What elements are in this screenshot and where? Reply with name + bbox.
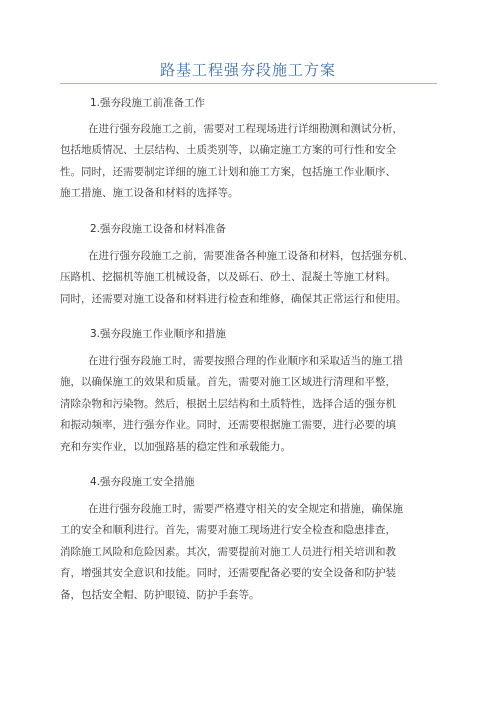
document-title: 路基工程强夯段施工方案: [159, 61, 336, 79]
section-4-line: 工的安全和顺利进行。首先，需要对施工现场进行安全检查和隐患排查，: [60, 524, 396, 536]
section-2-heading: 2.强夯段施工设备和材料准备: [90, 223, 227, 235]
section-4-heading: 4.强夯段施工安全措施: [90, 476, 195, 488]
section-3-line: 在进行强夯段施工时，需要按照合理的作业顺序和采取适当的施工措: [88, 355, 403, 367]
section-3-heading: 3.强夯段施工作业顺序和措施: [90, 328, 227, 340]
section-1-line: 包括地质情况、土层结构、土质类别等，以确定施工方案的可行性和安全: [60, 144, 396, 156]
section-3-line: 施，以确保施工的效果和质量。首先，需要对施工区域进行清理和平整，: [60, 376, 396, 388]
section-4-line: 备，包括安全帽、防护眼镜、防护手套等。: [60, 589, 260, 601]
section-4-line: 育，增强其安全意识和技能。同时，还需要配备必要的安全设备和防护装: [60, 567, 396, 579]
section-2-line: 同时，还需要对施工设备和材料进行检查和维修，确保其正常运行和使用。: [60, 293, 407, 305]
section-4-line: 在进行强夯段施工时，需要严格遵守相关的安全规定和措施，确保施: [88, 503, 403, 515]
section-3-line: 充和夯实作业，以加强路基的稳定性和承载能力。: [60, 441, 291, 453]
section-1-line: 性。同时，还需要制定详细的施工计划和施工方案，包括施工作业顺序、: [60, 166, 396, 178]
section-2-line: 在进行强夯段施工之前，需要准备各种施工设备和材料，包括强夯机、: [88, 250, 414, 262]
section-1-heading: 1.强夯段施工前准备工作: [90, 97, 206, 109]
section-1-line: 施工措施、施工设备和材料的选择等。: [60, 187, 239, 199]
section-2-line: 压路机、挖掘机等施工机械设备，以及砾石、砂土、混凝土等施工材料。: [60, 271, 396, 283]
section-3-line: 和振动频率，进行强夯作业。同时，还需要根据施工需要，进行必要的填: [60, 419, 396, 431]
section-4-line: 消除施工风险和危险因素。其次，需要提前对施工人员进行相关培训和教: [60, 546, 396, 558]
section-3-line: 清除杂物和污染物。然后，根据土层结构和土质特性，选择合适的强夯机: [60, 398, 396, 410]
section-1-line: 在进行强夯段施工之前，需要对工程现场进行详细勘测和测试分析，: [88, 123, 403, 135]
title-divider: [60, 83, 437, 84]
